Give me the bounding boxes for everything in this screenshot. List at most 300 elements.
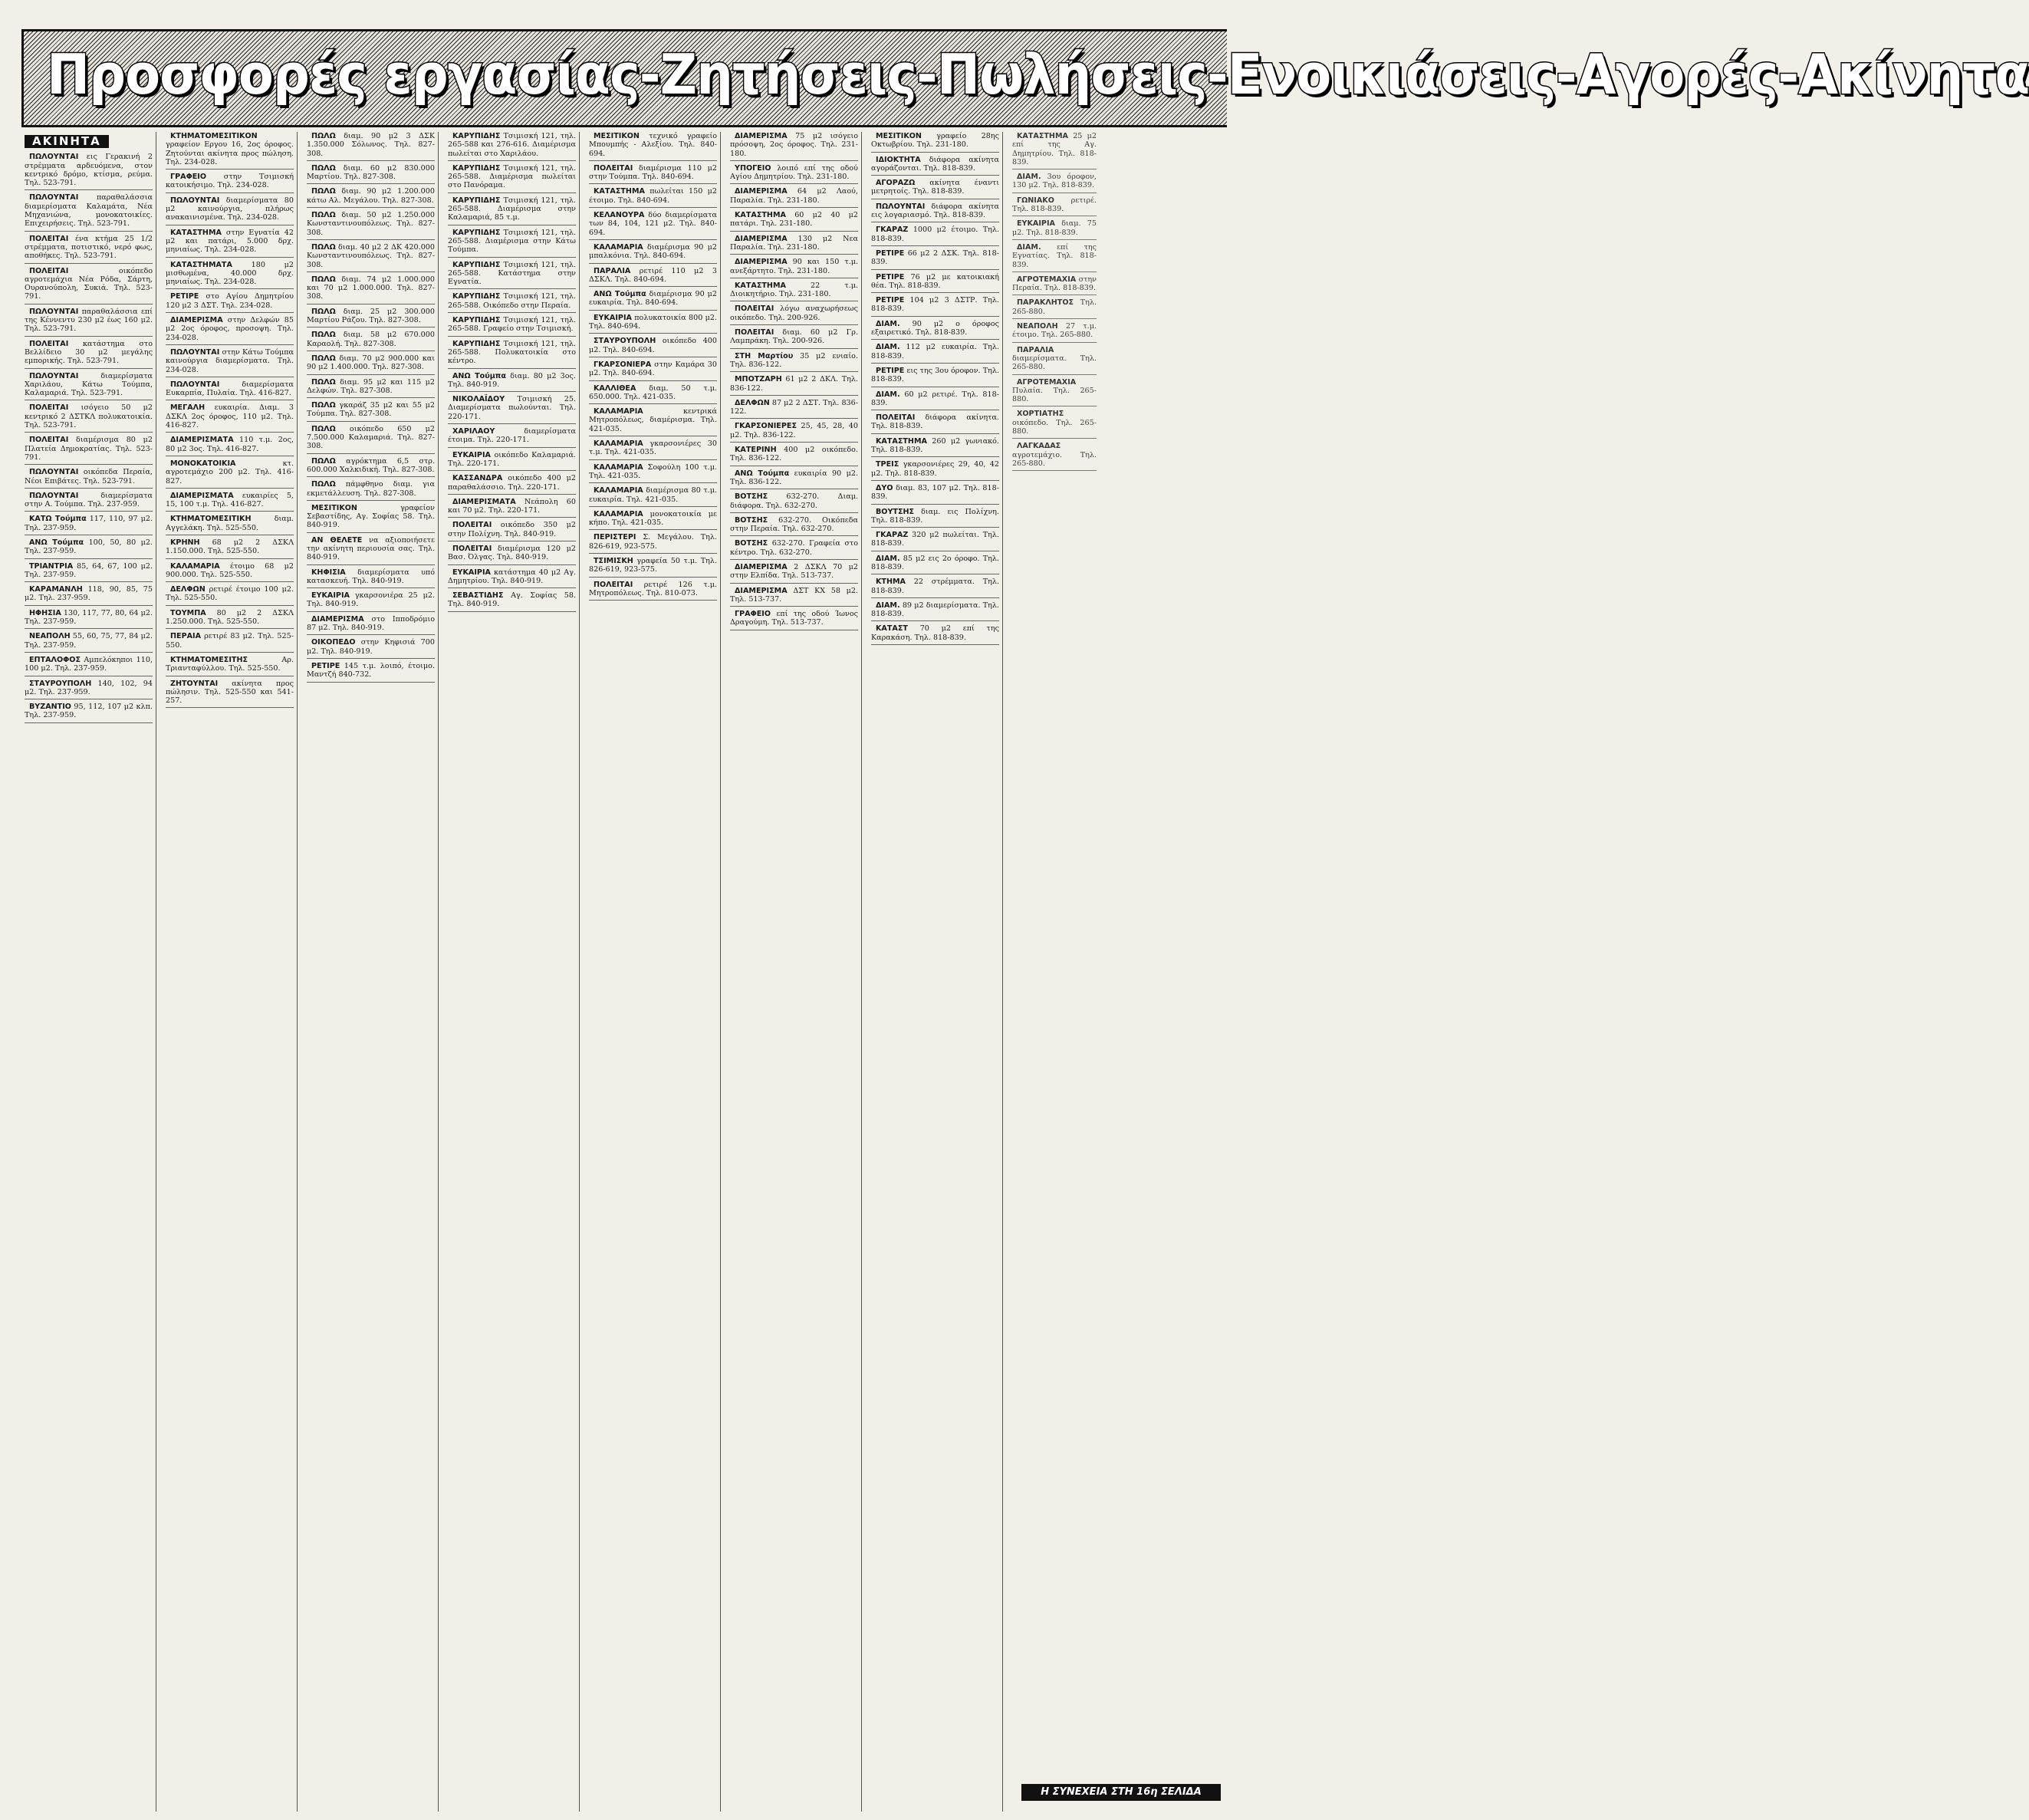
classified-ad [307,638,435,659]
ad-keyword: ΠΩΛΟΥΝΤΑΙ [876,202,926,211]
classified-ad [25,562,153,583]
classified-ad [730,375,858,396]
ad-keyword: ΚΑΡΥΠΙΔΗΣ [452,132,501,140]
ad-keyword: ΚΑΛΑΜΑΡΙΑ [594,407,643,416]
classified-ad [730,258,858,278]
ad-text: στην Καμάρα 30 μ2. Τηλ. 840-694. [589,360,717,378]
ad-text: διαμ. Αγγελάκη. Τηλ. 525-550. [166,515,294,532]
ad-keyword: ΠΕΡΙΣΤΕΡΙ [594,533,636,542]
ad-text: γκαράζ 35 μ2 και 55 μ2 Τούμπα. Τηλ. 827-308. [307,401,435,419]
ad-text: 112 μ2 ευκαιρία. Τηλ. 818-839. [871,343,999,360]
classified-ad [589,510,717,531]
classified-column [304,132,439,1812]
ad-keyword: ΔΙΑΜ. [876,343,900,352]
classified-ad [730,587,858,607]
ad-text: Σ. Μεγάλου. Τηλ. 826-619, 923-575. [589,533,717,551]
ad-keyword: ΕΠΤΑΛΟΦΟΣ [29,655,81,664]
classified-ad [448,316,576,337]
ad-keyword: ΚΤΗΜΑΤΟΜΕΣΙΤΗΣ [170,655,248,664]
ad-keyword: ΒΟΤΣΗΣ [735,515,768,525]
ad-text: 95, 112, 107 μ2 κλπ. Τηλ. 237-959. [25,703,153,720]
classified-ad [871,624,999,645]
classified-ad [307,591,435,612]
ad-keyword: ΔΙΑΜΕΡΙΣΜΑΤΑ [170,436,234,445]
ad-keyword: ΤΣΙΜΙΣΚΗ [594,556,633,565]
classified-ad [25,153,153,190]
ad-text: 64 μ2 Λαού, Παραλία. Τηλ. 231-180. [730,187,858,205]
ad-text: γραφείο 28ης Οκτωβρίου. Τηλ. 231-180. [871,132,999,150]
classified-ad [307,164,435,185]
classified-ad [589,463,717,484]
ad-keyword: ΚΑΛΛΙΘΕΑ [594,383,636,393]
ad-keyword: ΚΑΤΕΡΙΝΗ [735,446,777,455]
classified-ad [871,367,999,387]
ad-keyword: ΑΓΡΟΤΕΜΑΧΙΑ [1017,377,1077,387]
classified-ad [25,340,153,369]
ad-text: γκαρσονιέρες 29, 40, 42 μ2. Τηλ. 818-839. [871,460,999,478]
classified-ad [166,132,294,169]
ad-keyword: ΠΟΛΕΙΤΑΙ [29,266,69,275]
classified-ad [25,436,153,465]
classified-ad [589,360,717,381]
classified-ad [589,439,717,460]
ad-keyword: ΒΟΤΣΗΣ [735,492,768,502]
classified-ad [166,261,294,290]
ad-keyword: ΝΕΑΠΟΛΗ [1017,322,1058,331]
ad-text: να αξιοποιήσετε την ακίνητη περιουσία σας. Τηλ. 840-919. [307,535,435,562]
ad-text: διαμερίσματα 80 μ2 καινούργια, πλήρως ανακαινισμένα. Τηλ. 234-028. [166,196,294,222]
classified-ad [448,545,576,565]
classified-ad [25,372,153,401]
ad-keyword: ΚΑΡΥΠΙΔΗΣ [452,339,501,348]
ad-keyword: ΜΠΟΤΖΑΡΗ [735,375,782,384]
classified-ad [448,568,576,589]
classified-ad [589,164,717,185]
ad-text: διαμ. 70 μ2 900.000 και 90 μ2 1.400.000. Τηλ. 827-308. [307,354,435,372]
ad-keyword: ΔΕΛΦΩΝ [735,398,770,407]
ad-text: ευκαιρία. Διαμ. 3 ΔΣΚΛ 2ος όροφος, 110 μ2. Τηλ. 416-827. [166,403,294,430]
classified-ad [448,498,576,518]
ad-text: διαμερίσματα υπό κατασκευή. Τηλ. 840-919. [307,568,435,585]
classified-ad [307,615,435,636]
classified-ad [871,578,999,598]
classified-ad [307,378,435,399]
ad-keyword: ΠΩΛΟΥΝΤΑΙ [29,307,79,316]
classified-ad [25,308,153,337]
ad-text: στην Κηφισιά 700 μ2. Τηλ. 840-919. [307,638,435,656]
ad-text: ακίνητα έναντι μετρητοίς. Τηλ. 818-839. [871,179,999,196]
ad-keyword: ΠΩΛΟΥΝΤΑΙ [170,196,220,205]
ad-keyword: ΠΟΛΕΙΤΑΙ [594,163,633,173]
ad-text: στο Ιπποδρόμιο 87 μ2. Τηλ. 840-919. [307,614,435,633]
ad-keyword: ΑΝΩ Τούμπα [29,538,84,547]
ad-keyword: ΠΩΛΟΥΝΤΑΙ [29,468,79,477]
classified-ad [589,337,717,357]
classified-ad [589,187,717,208]
ad-text: διαμ. 58 μ2 670.000 Καραολή. Τηλ. 827-308. [307,331,435,348]
ad-text: διαμ. 25 μ2 300.000 Μαρτίου Ράζου. Τηλ. 827-308. [307,307,435,325]
classified-ad [25,703,153,723]
ad-text: διαμ. 50 μ2 1.250.000 Κωνσταντινουπόλεως. Τηλ. 827-308. [307,211,435,237]
ad-text: διάφορα ακίνητα. Τηλ. 818-839. [871,413,999,431]
ad-text: οικόπεδο 400 μ2 παραθαλάσσιο. Τηλ. 220-171. [448,474,576,492]
ad-keyword: ΔΙΑΜΕΡΙΣΜΑ [735,187,788,196]
ad-keyword: ΠΩΛΩ [311,456,336,466]
ad-text: γραφεία 50 τ.μ. Τηλ. 826-619, 923-575. [589,556,717,574]
ad-text: επί της οδού Ίωνος Δραγούμη. Τηλ. 513-737. [730,610,858,627]
ad-keyword: ΔΙΑΜ. [876,554,900,563]
classified-ad [730,422,858,443]
ad-text: ρετιρέ. Τηλ. 818-839. [1012,196,1097,214]
classified-column [445,132,580,1812]
ad-text: ευκαιρίες 5, 15, 100 τ.μ. Τηλ. 416-827. [166,491,294,509]
ad-keyword: ΔΕΛΦΩΝ [170,585,206,594]
ad-text: διαμ. 60 μ2 830.000 Μαρτίου. Τηλ. 827-308. [307,163,435,182]
classified-ad [871,320,999,341]
ad-text: διαμ. 50 τ.μ. 650.000. Τηλ. 421-035. [589,383,717,401]
ad-text: εις Γερακινή 2 στρέμματα αρδευόμενα, στον κεντρικό δρόμο, κτίσμα, ρεύμα. Τηλ. 523-791. [25,153,153,188]
classified-ad [166,403,294,433]
ad-text: 85, 64, 67, 100 μ2. Τηλ. 237-959. [25,561,153,579]
ad-keyword: ΓΚΑΡΑΖ [876,531,909,540]
classified-ad [448,229,576,258]
classified-ad [871,179,999,199]
ad-keyword: ΒΟΥΤΣΗΣ [876,507,915,516]
classified-ad [166,492,294,512]
ad-keyword: ΔΙΑΜΕΡΙΣΜΑΤΑ [170,491,234,500]
classified-ad [448,340,576,369]
ad-keyword: ΓΚΑΡΣΟΝΙΕΡΑ [594,360,652,369]
classified-ad [871,249,999,270]
ad-keyword: ΠΩΛΩ [311,331,336,340]
ad-text: οικόπεδα Περαία, Νέοι Επιβάτες. Τηλ. 523-791. [25,468,153,485]
ad-keyword: ΕΥΚΑΙΡΙΑ [452,450,491,459]
ad-text: στην Κάτω Τούμπα καινούργια διαμερίσματα. Τηλ. 234-028. [166,347,294,374]
ad-keyword: ΤΡΙΑΝΤΡΙΑ [29,561,74,571]
ad-text: 25, 45, 28, 40 μ2. Τηλ. 836-122. [730,422,858,439]
ad-keyword: ΚΡΗΝΗ [170,538,200,547]
ad-text: διαμ. 75 μ2. Τηλ. 818-839. [1012,219,1097,237]
ad-text: διαμ. 90 μ2 3 ΔΣΚ 1.350.000 Σόλωνος. Τηλ. 827-308. [307,132,435,158]
classified-ad [589,290,717,311]
classified-ad [1012,173,1097,193]
ad-keyword: ΚΑΤΑΣΤΗΜΑ [170,228,222,237]
classified-ad [730,235,858,255]
ad-text: 3ου όροφον, 130 μ2. Τηλ. 818-839. [1012,173,1097,190]
ad-keyword: ΚΑΛΑΜΑΡΙΑ [594,486,643,495]
ad-keyword: ΠΩΛΩ [311,242,336,252]
classified-ad [448,372,576,393]
ad-text: οικόπεδο 400 μ2. Τηλ. 840-694. [589,337,717,354]
ad-keyword: ΑΝΩ Τούμπα [735,469,790,478]
ad-keyword: ΠΩΛΩ [311,275,336,284]
ad-keyword: ΓΚΑΡΣΟΝΙΕΡΕΣ [735,422,797,431]
ad-text: 104 μ2 3 ΔΣΤΡ. Τηλ. 818-839. [871,296,999,314]
ad-text: 260 μ2 γωνιακό. Τηλ. 818-839. [871,436,999,455]
ad-text: Τσιμισκή 25. Διαμερίσματα πωλούνται. Τηλ. 220-171. [448,395,576,421]
ad-text: διαμερίσματα Χαριλάου, Κάτω Τούμπα, Καλαμαριά. Τηλ. 523-791. [25,371,153,398]
ad-text: Αμπελόκηποι 110, 100 μ2. Τηλ. 237-959. [25,655,153,673]
ad-keyword: ΖΗΤΟΥΝΤΑΙ [170,679,219,688]
classified-ad [871,555,999,575]
ad-keyword: ΠΟΛΕΙΤΑΙ [29,339,69,348]
classified-ad [730,328,858,349]
ad-text: διαμέρισμα 110 μ2 στην Τούμπα. Τηλ. 840-694. [589,163,717,182]
classified-ad [871,156,999,176]
classified-ad [307,568,435,589]
ad-keyword: ΠΟΛΕΙΤΑΙ [29,436,69,445]
classified-ad [448,451,576,472]
classified-ad [730,132,858,161]
classified-ad [25,632,153,653]
ad-text: Τηλ. 265-880. [1012,298,1097,316]
ad-text: ρετιρέ 83 μ2. Τηλ. 525-550. [166,632,294,650]
classified-ad [589,486,717,507]
classified-ad [25,468,153,489]
classified-ad [730,563,858,584]
classified-ad [25,538,153,559]
classified-columns [21,132,1227,1812]
ad-text: 100, 50, 80 μ2. Τηλ. 237-959. [25,538,153,556]
ad-keyword: ΜΕΣΙΤΙΚΟΝ [594,132,640,140]
classified-ad [1012,322,1097,343]
classified-ad [307,480,435,501]
ad-text: διαμέρισμα 80 μ2 Πλατεία Δημοκρατίας. Τηλ. 523-791. [25,436,153,462]
ad-keyword: ΕΥΚΑΙΡΙΑ [311,591,350,601]
ad-text: 27 τ.μ. έτοιμο. Τηλ. 265-880. [1012,322,1097,340]
ad-text: 90 και 150 τ.μ. ανεξάρτητο. Τηλ. 231-180. [730,258,858,275]
classified-ad [1012,243,1097,272]
classified-ad [1012,378,1097,407]
ad-text: κτ. αγροτεμάχιο 200 μ2. Τηλ. 416-827. [166,459,294,485]
ad-keyword: ΚΑΤΑΣΤΗΜΑ [735,281,786,290]
ad-keyword: ΠΩΛΩ [311,211,336,220]
ad-keyword: ΚΑΡΥΠΙΔΗΣ [452,228,501,237]
classified-ad [871,531,999,551]
classified-ad [166,459,294,489]
classified-ad [730,304,858,325]
ad-text: στην Δελφών 85 μ2 2ος όροφος, προσοψη. Τηλ. 234-028. [166,316,294,342]
classified-ad [166,316,294,345]
classified-ad [448,591,576,612]
ad-text: 632-270. Γραφεία στο κέντρο. Τηλ. 632-270. [730,539,858,557]
ad-keyword: ΚΑΤΑΣΤΗΜΑ [876,436,927,446]
classified-ad [166,380,294,401]
ad-text: 118, 90, 85, 75 μ2. Τηλ. 237-959. [25,585,153,603]
classified-ad [871,413,999,434]
ad-keyword: ΛΑΓΚΑΔΑΣ [1017,442,1061,451]
ad-keyword: ΡΕΤΙΡΕ [311,661,340,670]
ad-keyword: ΚΤΗΜΑ [876,578,906,587]
ad-text: διαμερίσματα στην Α. Τούμπα. Τηλ. 237-959. [25,491,153,509]
ad-text: διαμ. 95 μ2 και 115 μ2 Δελφών. Τηλ. 827-308. [307,377,435,395]
classified-ad [589,243,717,264]
classified-ad [307,354,435,375]
ad-keyword: ΔΙΑΜΕΡΙΣΜΑ [311,614,364,624]
ad-keyword: ΒΟΤΣΗΣ [735,539,768,548]
ad-keyword: ΠΟΛΕΙΤΑΙ [594,580,633,589]
ad-keyword: ΤΟΥΜΠΑ [170,608,206,617]
classified-ad [448,196,576,225]
ad-text: 70 μ2 επί της Καρακάση. Τηλ. 818-839. [871,624,999,642]
ad-keyword: ΑΓΟΡΑΖΩ [876,179,916,188]
classified-ad [871,601,999,622]
classified-ad [307,425,435,454]
ad-text: διαμέρισμα 90 μ2 μπαλκόνια. Τηλ. 840-694. [589,242,717,261]
ad-text: γραφείον Σεβαστίδης, Αγ. Σοφίας 58. Τηλ. 840-919. [307,503,435,530]
classified-ad [730,539,858,560]
ad-text: στην Εγνατία 42 μ2 και πατάρι, 5.000 δρχ. μηνιαίως. Τηλ. 234-028. [166,228,294,255]
ad-keyword: ΝΕΑΠΟΛΗ [29,632,71,641]
ad-text: παραθαλάσσια διαμερίσματα Καλαμάτα, Νέα Μηχανιώνα, μονοκατοικίες. Επιχειρήσεις. Τηλ. 523-791. [25,193,153,229]
ad-keyword: ΚΑΤΑΣΤΗΜΑ [594,187,645,196]
ad-keyword: ΚΑΡΥΠΙΔΗΣ [452,260,501,269]
ad-text: οικόπεδο Καλαμαριά. Τηλ. 220-171. [448,450,576,468]
ad-text: διαμερίσματα. Τηλ. 265-880. [1012,354,1097,372]
ad-keyword: ΚΕΛΑΝΟΥΡΑ [594,211,645,220]
ad-keyword: ΠΩΛΩ [311,480,336,489]
ad-text: 25 μ2 επί της Αγ. Δημητρίου. Τηλ. 818-839. [1012,132,1097,166]
ad-text: παραθαλάσσια επί της Κέννεντυ 230 μ2 έως 160 μ2. Τηλ. 523-791. [25,307,153,334]
classified-ad [871,132,999,153]
page-header-banner [21,29,2029,127]
classified-ad [25,585,153,606]
ad-keyword: ΠΩΛΩ [311,163,336,173]
classified-ad [166,680,294,709]
ad-keyword: ΑΝΩ Τούμπα [452,371,506,380]
classified-ad [871,273,999,294]
classified-ad [166,292,294,313]
classified-ad [307,536,435,565]
ad-keyword: ΠΩΛΟΥΝΤΑΙ [29,371,79,380]
classified-ad [730,187,858,208]
classified-ad [730,469,858,490]
classified-ad [166,632,294,653]
ad-text: λόγω αναχωρήσεως οικόπεδο. Τηλ. 200-926. [730,304,858,322]
ad-text: 80 μ2 2 ΔΣΚΛ 1.250.000. Τηλ. 525-550. [166,608,294,627]
ad-keyword: ΡΕΤΙΡΕ [876,248,905,258]
ad-keyword: ΜΕΓΑΛΗ [170,403,206,413]
ad-text: 1000 μ2 έτοιμο. Τηλ. 818-839. [871,225,999,243]
ad-keyword: ΠΟΛΕΙΤΑΙ [29,234,69,243]
ad-text: 180 μ2 μισθωμένα, 40.000 δρχ. μηνιαίως. Τηλ. 234-028. [166,260,294,287]
classified-ad [589,384,717,405]
ad-text: 55, 60, 75, 77, 84 μ2. Τηλ. 237-959. [25,632,153,650]
ad-text: κεντρικά Μητροπόλεως, διαμέρισμα. Τηλ. 421-035. [589,407,717,433]
ad-keyword: ΠΟΛΕΙΤΑΙ [735,304,774,314]
ad-text: Τσιμισκή 121, τηλ. 265-588. Κατάστημα στην Εγνατία. [448,260,576,287]
ad-text: οικόπεδο 350 μ2 στην Πολίχνη. Τηλ. 840-919. [448,521,576,538]
ad-text: διαμ. 60 μ2 Γρ. Λαμπράκη. Τηλ. 200-926. [730,328,858,346]
classified-ad [448,474,576,495]
classified-ad [166,585,294,606]
classified-ad [307,243,435,272]
ad-keyword: ΜΟΝΟΚΑΤΟΙΚΙΑ [170,459,236,468]
classified-ad [871,460,999,481]
ad-keyword: ΠΩΛΩ [311,132,336,140]
ad-keyword: ΔΙΑΜΕΡΙΣΜΑ [735,562,788,571]
classified-ad [730,446,858,466]
ad-text: επί της Εγνατίας. Τηλ. 818-839. [1012,242,1097,269]
ad-keyword: ΠΩΛΩ [311,187,336,196]
classified-ad [166,609,294,630]
classified-ad [166,348,294,377]
ad-keyword: ΚΑΤΑΣΤΗΜΑΤΑ [170,260,232,269]
classified-ad [166,173,294,193]
ad-text: 320 μ2 πωλείται. Τηλ. 818-839. [871,531,999,548]
classified-ad [166,436,294,456]
ad-text: δύο διαμερίσματα των 84, 104, 121 μ2. Τηλ. 840-694. [589,211,717,237]
ad-text: 145 τ.μ. λοιπό, έτοιμο. Μαντζή 840-732. [307,661,435,680]
ad-text: Αγ. Σοφίας 58. Τηλ. 840-919. [448,591,576,609]
ad-text: 2 ΔΣΚΛ 70 μ2 στην Ελπίδα. Τηλ. 513-737. [730,562,858,581]
ad-text: διαμ. 74 μ2 1.000.000 και 70 μ2 1.000.000. Τηλ. 827-308. [307,275,435,301]
classified-ad [307,504,435,533]
classified-ad [307,331,435,351]
ad-text: Σοφούλη 100 τ.μ. Τηλ. 421-035. [589,462,717,480]
ad-keyword: ΙΔΙΟΚΤΗΤΑ [876,155,921,164]
classified-ad [871,225,999,246]
ad-text: διαμερίσματα Ευκαρπία, Πυλαία. Τηλ. 416-827. [166,380,294,398]
classified-ad [166,196,294,225]
ad-text: διάφορα ακίνητα εις λογαριασμό. Τηλ. 818-839. [871,202,999,220]
continuation-note: Η ΣΥΝΕΧΕΙΑ ΣΤΗ 16η ΣΕΛΙΔΑ [1021,1784,1221,1801]
ad-keyword: ΔΙΑΜΕΡΙΣΜΑ [735,586,788,595]
ad-keyword: ΠΩΛΟΥΝΤΑΙ [29,193,79,202]
ad-text: πωλείται 150 μ2 έτοιμο. Τηλ. 840-694. [589,187,717,205]
classified-ad [589,314,717,334]
ad-keyword: ΠΩΛΩ [311,377,336,387]
ad-keyword: ΓΡΑΦΕΙΟ [170,173,207,182]
ad-keyword: ΜΕΣΙΤΙΚΟΝ [876,132,922,140]
ad-text: 68 μ2 2 ΔΣΚΛ 1.150.000. Τηλ. 525-550. [166,538,294,556]
classified-ad [307,308,435,328]
ad-text: διαμ. 83, 107 μ2. Τηλ. 818-839. [871,483,999,502]
classified-ad [448,427,576,448]
classified-ad [1012,219,1097,240]
ad-text: 22 στρέμματα. Τηλ. 818-839. [871,578,999,595]
ad-keyword: ΠΩΛΟΥΝΤΑΙ [29,153,79,162]
classified-ad [730,211,858,232]
ad-keyword: ΠΑΡΑΚΛΗΤΟΣ [1017,298,1074,308]
ad-text: Τσιμισκή 121, τηλ. 265-588. Διαμέρισμα στην Κάτω Τούμπα. [448,228,576,255]
ad-text: γκαρσονιέρα 25 μ2. Τηλ. 840-919. [307,591,435,609]
ad-text: στην Τσιμισκή κατοικήσιμο. Τηλ. 234-028. [166,173,294,190]
classified-ad [166,515,294,535]
ad-text: 61 μ2 2 ΔΚΛ. Τηλ. 836-122. [730,375,858,393]
ad-keyword: ΤΡΕΙΣ [876,460,899,469]
classified-ad [166,229,294,258]
ad-keyword: ΔΙΑΜ. [1017,173,1041,182]
classified-ad [871,390,999,411]
ad-keyword: ΟΙΚΟΠΕΔΟ [311,638,356,647]
ad-text: στην Περαία. Τηλ. 818-839. [1012,275,1097,293]
ad-text: Τσιμισκή 121, τηλ. 265-588. Διαμέρισμα στην Καλαμαριά, 85 τ.μ. [448,196,576,222]
ad-keyword: ΕΥΚΑΙΡΙΑ [594,313,632,322]
classified-ad [730,352,858,373]
ad-text: ισόγειο 50 μ2 κεντρικό 2 ΔΣΤΚΛ πολυκατοικία. Τηλ. 523-791. [25,403,153,430]
ad-keyword: ΚΑΡΥΠΙΔΗΣ [452,292,501,301]
ad-keyword: ΚΑΡΥΠΙΔΗΣ [452,196,501,205]
classified-ad [25,609,153,630]
classified-ad [730,281,858,302]
ad-text: Τσιμισκή 121, τηλ. 265-588. Διαμέρισμα πωλείται στο Πανόραμα. [448,163,576,190]
classified-ad [307,401,435,422]
ad-text: κατάστημα 40 μ2 Αγ. Δημητρίου. Τηλ. 840-919. [448,568,576,585]
classified-ad [1012,132,1097,169]
ad-text: κατάστημα στο Βελλίδειο 30 μ2 μεγάλης εμπορικής. Τηλ. 523-791. [25,339,153,366]
ad-text: 66 μ2 2 ΔΣΚ. Τηλ. 818-839. [871,248,999,267]
